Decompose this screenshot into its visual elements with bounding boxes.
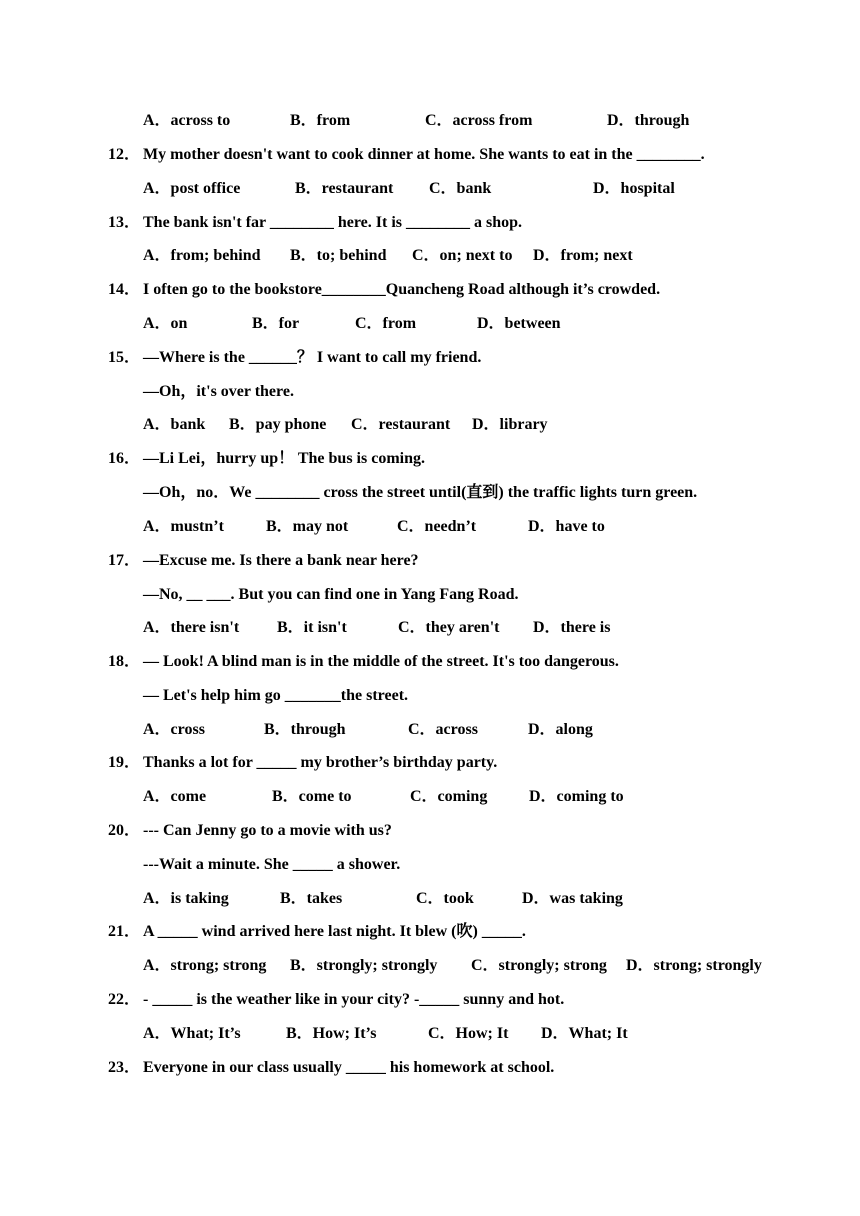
q22-number: 22． <box>108 991 141 1008</box>
q15-option-d: D．library <box>472 416 548 433</box>
q21-text: A _____ wind arrived here last night. It blew (吹) _____. <box>143 923 526 940</box>
q22-text: - _____ is the weather like in your city? -_____ sunny and hot. <box>143 991 565 1008</box>
q17-number: 17． <box>108 552 141 569</box>
q15-response: —Oh，it's over there. <box>143 383 294 400</box>
q16-option-b: B．may not <box>266 518 349 535</box>
q12-text: My mother doesn't want to cook dinner at home. She wants to eat in the ________. <box>143 146 705 163</box>
q12-option-b: B．restaurant <box>295 180 394 197</box>
q15-option-a: A．bank <box>143 416 206 433</box>
q18-option-c: C．across <box>408 721 478 738</box>
q13-option-d: D．from; next <box>533 247 633 264</box>
q21-number: 21． <box>108 923 141 940</box>
q21-option-c: C．strongly; strong <box>471 957 607 974</box>
q18-response: — Let's help him go _______the street. <box>143 687 409 704</box>
q14-option-a: A．on <box>143 315 188 332</box>
q20-option-b: B．takes <box>280 890 343 907</box>
q19-option-d: D．coming to <box>529 788 624 805</box>
q15-number: 15． <box>108 349 141 366</box>
q22-option-b: B．How; It’s <box>286 1025 377 1042</box>
q11-option-b: B．from <box>290 112 351 129</box>
q15-option-b: B．pay phone <box>229 416 327 433</box>
q15-option-c: C．restaurant <box>351 416 451 433</box>
q18-option-a: A．cross <box>143 721 205 738</box>
q18-option-b: B．through <box>264 721 346 738</box>
q22-option-a: A．What; It’s <box>143 1025 241 1042</box>
q13-option-a: A．from; behind <box>143 247 261 264</box>
q21-option-a: A．strong; strong <box>143 957 267 974</box>
q20-option-c: C．took <box>416 890 474 907</box>
q15-text: —Where is the ______？ I want to call my friend. <box>143 349 482 366</box>
q16-text: —Li Lei，hurry up！ The bus is coming. <box>143 450 425 467</box>
q18-text: — Look! A blind man is in the middle of the street. It's too dangerous. <box>143 653 619 670</box>
q11-option-d: D．through <box>607 112 690 129</box>
q11-option-a: A．across to <box>143 112 231 129</box>
q22-option-c: C．How; It <box>428 1025 509 1042</box>
q19-text: Thanks a lot for _____ my brother’s birthday party. <box>143 754 498 771</box>
q19-number: 19． <box>108 754 141 771</box>
q16-option-a: A．mustn’t <box>143 518 224 535</box>
q11-option-c: C．across from <box>425 112 533 129</box>
q20-option-a: A．is taking <box>143 890 229 907</box>
q13-number: 13． <box>108 214 141 231</box>
q19-option-a: A．come <box>143 788 207 805</box>
q20-option-d: D．was taking <box>522 890 623 907</box>
q12-number: 12． <box>108 146 141 163</box>
q14-option-d: D．between <box>477 315 561 332</box>
q17-option-d: D．there is <box>533 619 611 636</box>
q17-response: —No, __ ___. But you can find one in Yang Fang Road. <box>143 586 519 603</box>
q14-option-c: C．from <box>355 315 417 332</box>
q17-option-b: B．it isn't <box>277 619 347 636</box>
q20-response: ---Wait a minute. She _____ a shower. <box>143 856 401 873</box>
q16-number: 16． <box>108 450 141 467</box>
q20-text: --- Can Jenny go to a movie with us? <box>143 822 392 839</box>
q12-option-a: A．post office <box>143 180 241 197</box>
q23-number: 23． <box>108 1059 141 1076</box>
q19-option-b: B．come to <box>272 788 352 805</box>
q13-text: The bank isn't far ________ here. It is ________ a shop. <box>143 214 523 231</box>
q14-text: I often go to the bookstore________Quancheng Road although it’s crowded. <box>143 281 661 298</box>
q13-option-b: B．to; behind <box>290 247 387 264</box>
q14-number: 14． <box>108 281 141 298</box>
q17-text: —Excuse me. Is there a bank near here? <box>143 552 419 569</box>
q20-number: 20． <box>108 822 141 839</box>
q16-option-d: D．have to <box>528 518 605 535</box>
q16-response: —Oh，no．We ________ cross the street until(直到) the traffic lights turn green. <box>143 484 698 501</box>
q12-option-c: C．bank <box>429 180 492 197</box>
q18-option-d: D．along <box>528 721 593 738</box>
q22-option-d: D．What; It <box>541 1025 628 1042</box>
q13-option-c: C．on; next to <box>412 247 513 264</box>
q16-option-c: C．needn’t <box>397 518 477 535</box>
q21-option-b: B．strongly; strongly <box>290 957 438 974</box>
q12-option-d: D．hospital <box>593 180 675 197</box>
q17-option-c: C．they aren't <box>398 619 500 636</box>
q23-text: Everyone in our class usually _____ his homework at school. <box>143 1059 555 1076</box>
q17-option-a: A．there isn't <box>143 619 240 636</box>
q21-option-d: D．strong; strongly <box>626 957 762 974</box>
q19-option-c: C．coming <box>410 788 488 805</box>
q14-option-b: B．for <box>252 315 300 332</box>
q18-number: 18． <box>108 653 141 670</box>
